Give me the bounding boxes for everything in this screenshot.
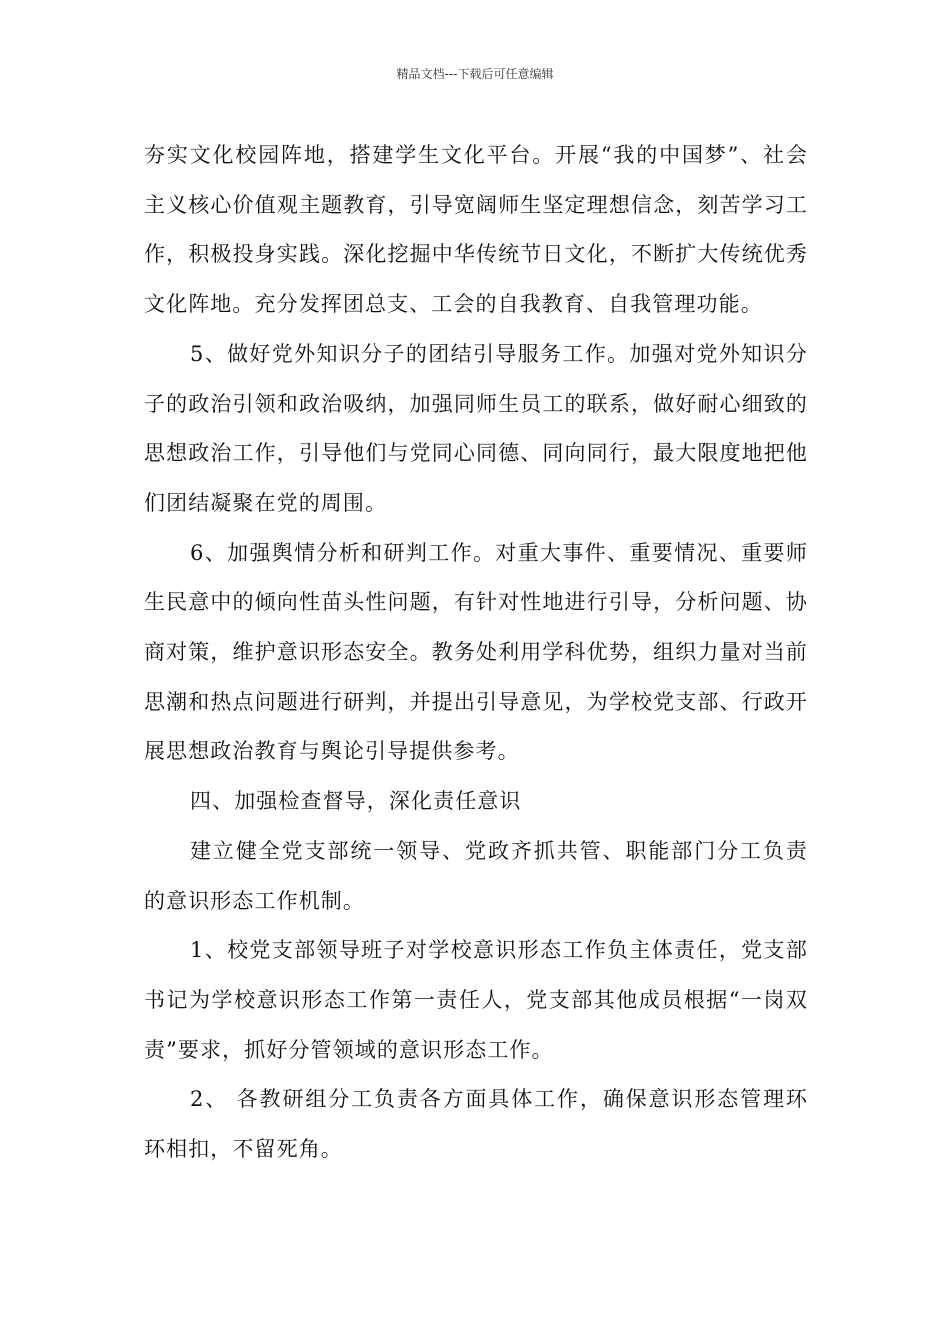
paragraph-6: 2、 各教研组分工负责各方面具体工作，确保意识形态管理环环相扣，不留死角。 [144, 1087, 808, 1162]
paragraph-4: 建立健全党支部统一领导、党政齐抓共管、职能部门分工负责的意识形态工作机制。 [144, 838, 808, 913]
paragraph-2: 5、做好党外知识分子的团结引导服务工作。加强对党外知识分子的政治引领和政治吸纳，加强同师生员工的联系，做好耐心细致的思想政治工作，引导他们与党同心同德、同向同行，最大限度地把他们团结凝聚在党的周围。 [144, 341, 808, 515]
paragraph-1: 夯实文化校园阵地，搭建学生文化平台。开展“我的中国梦”、社会主义核心价值观主题教育，引导宽阔师生坚定理想信念，刻苦学习工作，积极投身实践。深化挖掘中华传统节日文化，不断扩大传统优秀文化阵地。充分发挥团总支、工会的自我教育、自我管理功能。 [144, 143, 808, 317]
paragraph-5: 1、校党支部领导班子对学校意识形态工作负主体责任，党支部书记为学校意识形态工作第一责任人，党支部其他成员根据“一岗双责”要求，抓好分管领域的意识形态工作。 [144, 938, 808, 1062]
section-heading: 四、加强检查督导，深化责任意识 [190, 789, 522, 814]
document-body [144, 131, 808, 1175]
page-header: 精品文档---下载后可任意编辑 [396, 67, 554, 81]
paragraph-3: 6、加强舆情分析和研判工作。对重大事件、重要情况、重要师生民意中的倾向性苗头性问题，有针对性地进行引导，分析问题、协商对策，维护意识形态安全。教务处利用学科优势，组织力量对当前思潮和热点问题进行研判，并提出引导意见，为学校党支部、行政开展思想政治教育与舆论引导提供参考。 [144, 540, 808, 764]
